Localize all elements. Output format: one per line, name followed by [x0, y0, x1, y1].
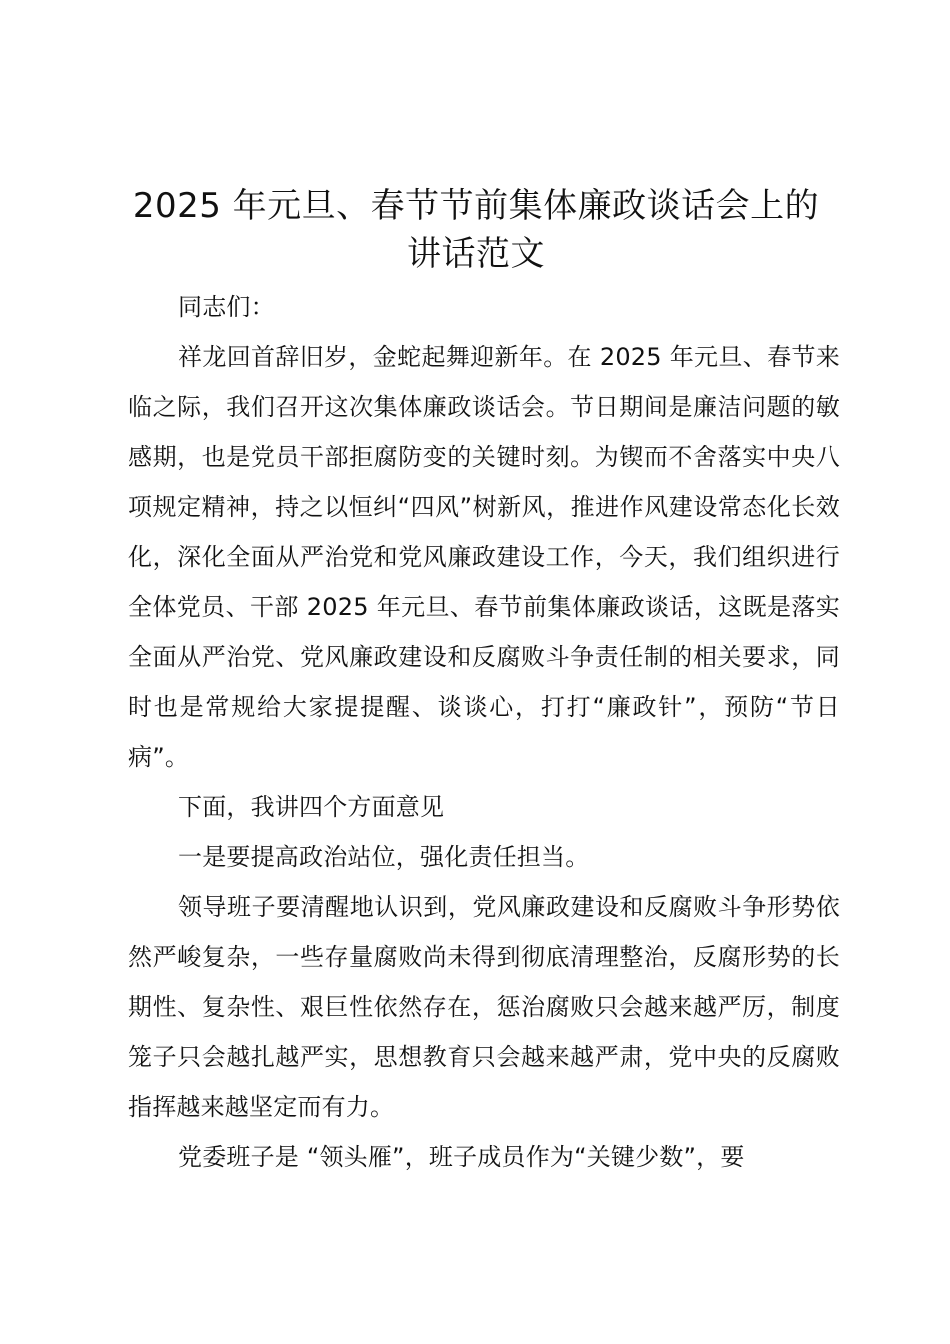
document-title — [120, 182, 832, 278]
title-line-2: 讲话范文 — [407, 234, 545, 274]
title-line-1: 2025 年元旦、春节节前集体廉政谈话会上的 — [132, 186, 820, 226]
paragraph-situation: 领导班子要清醒地认识到，党风廉政建设和反腐败斗争形势依然严峻复杂，一些存量腐败尚未得到彻底清理整治，反腐形势的长期性、复杂性、艰巨性依然存在，惩治腐败只会越来越严厉，制度笼子只会越扎越严实，思想教育只会越来越严肃，党中央的反腐败指挥越来越坚定而有力。 — [128, 893, 840, 1121]
paragraph-leadership: 党委班子是 “领头雁”，班子成员作为“关键少数”，要 — [178, 1143, 745, 1171]
salutation: 同志们： — [178, 293, 275, 321]
document-body — [128, 282, 840, 1182]
section-heading-1: 一是要提高政治站位，强化责任担当。 — [178, 843, 590, 871]
paragraph-intro-points: 下面，我讲四个方面意见 — [178, 793, 445, 821]
paragraph-opening: 祥龙回首辞旧岁，金蛇起舞迎新年。在 2025 年元旦、春节来临之际，我们召开这次集体廉政谈话会。节日期间是廉洁问题的敏感期，也是党员干部拒腐防变的关键时刻。为锲而不舍落实中央八项规定精神，持之以恒纠“四风”树新风，推进作风建设常态化长效化，深化全面从严治党和党风廉政建设工作，今天，我们组织进行全体党员、干部 2025 年元旦、春节前集体廉政谈话，这既是落实全面从严治党、党风廉政建设和反腐败斗争责任制的相关要求，同时也是常规给大家提提醒、谈谈心，打打“廉政针”，预防“节日病”。 — [128, 343, 840, 771]
